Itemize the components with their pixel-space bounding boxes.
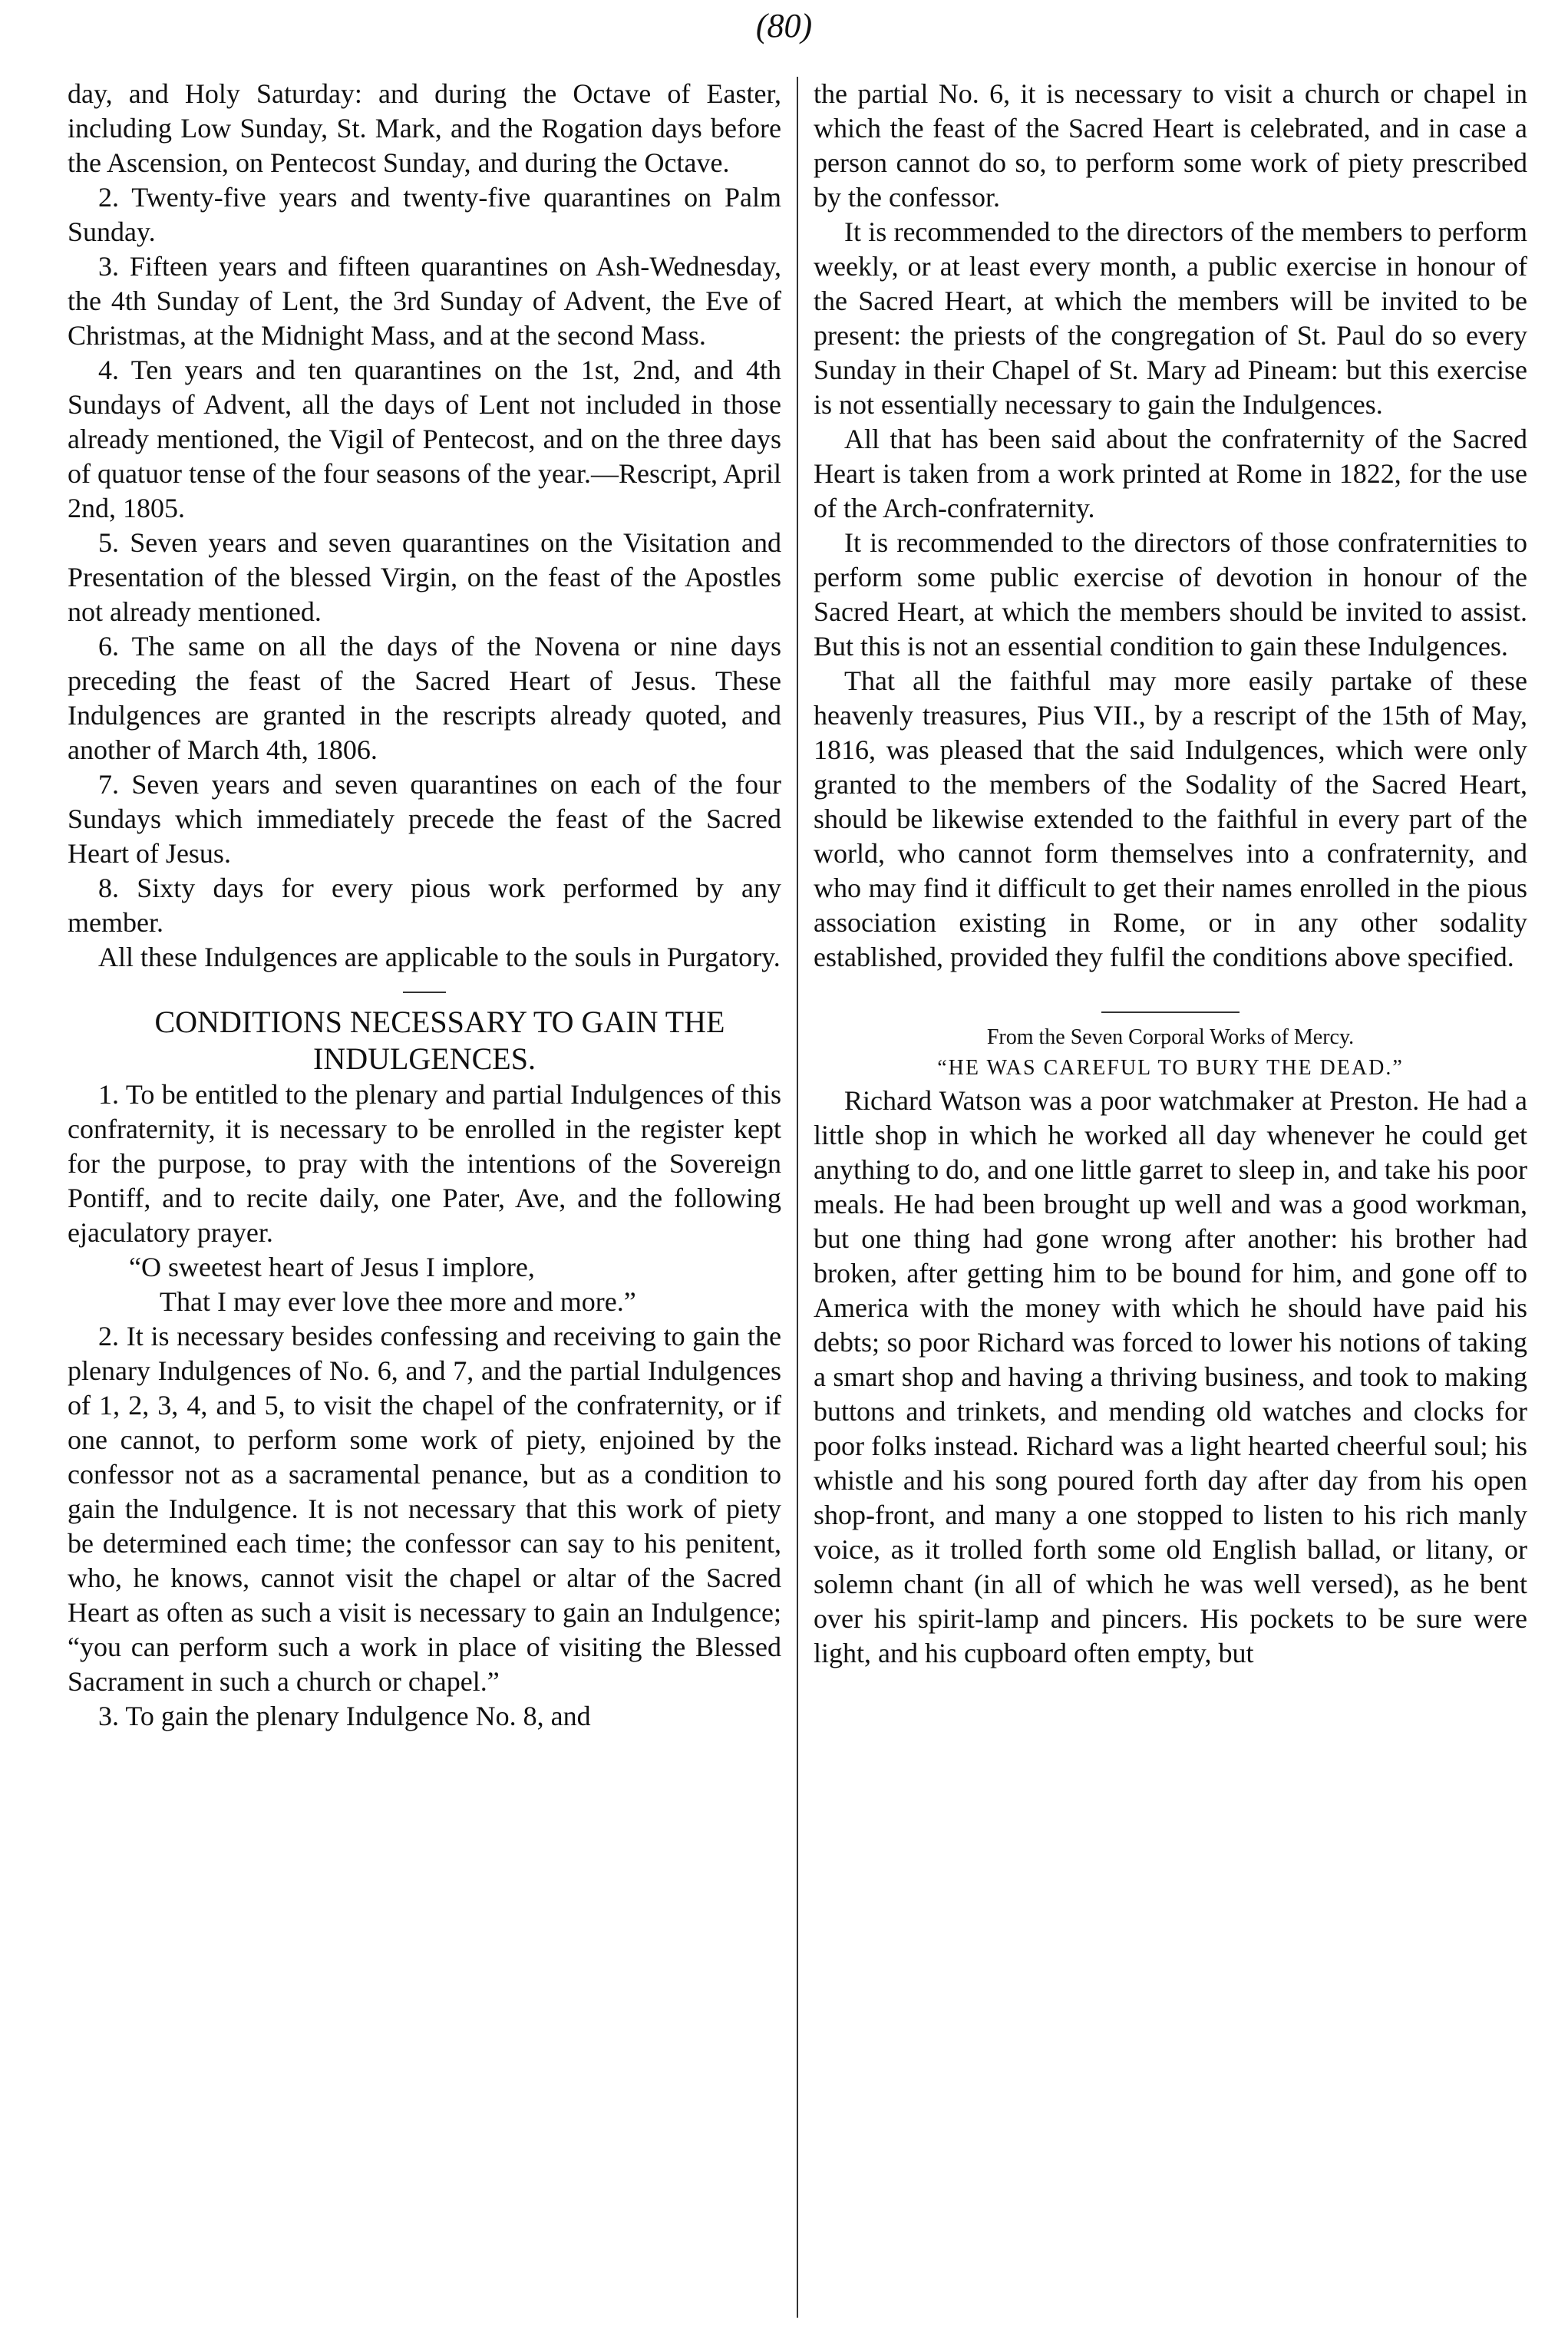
paragraph: 5. Seven years and seven quarantines on the Visitation and Presentation of the blessed Virgin, on the feast of the Apostles not already mentioned.	[68, 527, 781, 627]
right-column	[814, 77, 1527, 1671]
section-divider	[1101, 1011, 1240, 1013]
story-title: “HE WAS CAREFUL TO BURY THE DEAD.”	[937, 1056, 1404, 1080]
prayer-verse	[68, 1250, 781, 1319]
paragraph: All that has been said about the confraternity of the Sacred Heart is taken from a work printed at Rome in 1822, for the use of the Arch-confraternity.	[814, 424, 1527, 523]
paragraph: 2. Twenty-five years and twenty-five quarantines on Palm Sunday.	[68, 182, 781, 247]
paragraph: 8. Sixty days for every pious work performed by any member.	[68, 873, 781, 938]
paragraph: All these Indulgences are applicable to the souls in Purgatory.	[98, 942, 781, 972]
paragraph: day, and Holy Saturday: and during the Octave of Easter, including Low Sunday, St. Mark, and the Rogation days before the Ascension, on Pentecost Sunday, and during the Octave.	[68, 78, 781, 178]
paragraph: It is recommended to the directors of those confraternities to perform some public exercise of devotion in honour of the Sacred Heart, at which the members should be invited to assist. But this is not an essential condition to gain these Indulgences.	[814, 527, 1527, 662]
paragraph: 1. To be entitled to the plenary and partial Indulgences of this confraternity, it is necessary to be enrolled in the register kept for the purpose, to pray with the intentions of the Sovereign Pontiff, and to recite daily, one Pater, Ave, and the following ejaculatory prayer.	[68, 1079, 781, 1248]
paragraph: 6. The same on all the days of the Novena or nine days preceding the feast of the Sacred Heart of Jesus. These Indulgences are granted in the rescripts already quoted, and another of March 4th, 1806.	[68, 631, 781, 765]
paragraph: 7. Seven years and seven quarantines on each of the four Sundays which immediately precede the feast of the Sacred Heart of Jesus.	[68, 769, 781, 869]
paragraph: 3. Fifteen years and fifteen quarantines on Ash-Wednesday, the 4th Sunday of Lent, the 3rd Sunday of Advent, the Eve of Christmas, at the Midnight Mass, and at the second Mass.	[68, 251, 781, 351]
paragraph: It is recommended to the directors of the members to perform weekly, or at least every month, a public exercise in honour of the Sacred Heart, at which the members will be invited to be present: the priests of the congregation of St. Paul do so every Sunday in their Chapel of St. Mary ad Pineam: but this exercise is not essentially necessary to gain the Indulgences.	[814, 216, 1527, 420]
section-heading: CONDITIONS NECESSARY TO GAIN THE INDULGENCES.	[154, 1005, 725, 1076]
paragraph: 2. It is necessary besides confessing and receiving to gain the plenary Indulgences of No. 6, and 7, and the partial Indulgences of 1, 2, 3, 4, and 5, to visit the chapel of the confraternity, or if one cannot, to perform some work of piety, enjoined by the confessor not as a sacramental penance, but as a condition to gain the Indulgence. It is not necessary that this work of piety be determined each time; the confessor can say to his penitent, who, he knows, cannot visit the chapel or altar of the Sacred Heart as often as such a visit is necessary to gain an Indulgence; “you can perform such a work in place of visiting the Blessed Sacrament in such a church or chapel.”	[68, 1321, 781, 1697]
paragraph: That all the faithful may more easily partake of these heavenly treasures, Pius VII., by a rescript of the 15th of May, 1816, was pleased that the said Indulgences, which were only granted to the members of the Sodality of the Sacred Heart, should be likewise extended to the faithful in every part of the world, who cannot form themselves into a confraternity, and who may find it difficult to get their names enrolled in the pious association existing in Rome, or in any other sodality established, provided they fulfil the conditions above specified.	[814, 665, 1527, 972]
section-divider	[403, 992, 446, 993]
paragraph: 3. To gain the plenary Indulgence No. 8, and	[98, 1701, 591, 1731]
left-column	[68, 77, 781, 1734]
column-divider	[797, 77, 798, 2318]
paragraph: the partial No. 6, it is necessary to visit a church or chapel in which the feast of the Sacred Heart is celebrated, and in case a person cannot do so, to perform some work of piety prescribed by the confessor.	[814, 78, 1527, 213]
paragraph: 4. Ten years and ten quarantines on the 1st, 2nd, and 4th Sundays of Advent, all the days of Lent not included in those already mentioned, the Vigil of Pentecost, and on the three days of quatuor tense of the four seasons of the year.—Rescript, April 2nd, 1805.	[68, 355, 781, 523]
source-attribution: From the Seven Corporal Works of Mercy.	[986, 1025, 1355, 1049]
paragraph: Richard Watson was a poor watchmaker at Preston. He had a little shop in which he worked all day whenever he could get anything to do, and one little garret to sleep in, and take his poor meals. He had been brought up well and was a good workman, but one thing had gone wrong after another: his brother had broken, after getting him to be bound for him, and gone off to America with the money with which he should have paid his debts; so poor Richard was forced to lower his notions of taking a smart shop and having a thriving business, and took to making buttons and trinkets, and mending old watches and clocks for poor folks instead. Richard was a light hearted cheerful soul; his whistle and his song poured forth day after day from his open shop-front, and many a one stopped to listen to his rich manly voice, as it trolled forth some old English ballad, or litany, or solemn chant (in all of which he was well versed), as he bent over his spirit-lamp and pincers. His pockets to be sure were light, and his cupboard often empty, but	[814, 1085, 1527, 1668]
verse-line: “O sweetest heart of Jesus I implore,	[129, 1252, 535, 1282]
page-number: (80)	[755, 7, 813, 45]
verse-line: That I may ever love thee more and more.”	[160, 1286, 636, 1317]
